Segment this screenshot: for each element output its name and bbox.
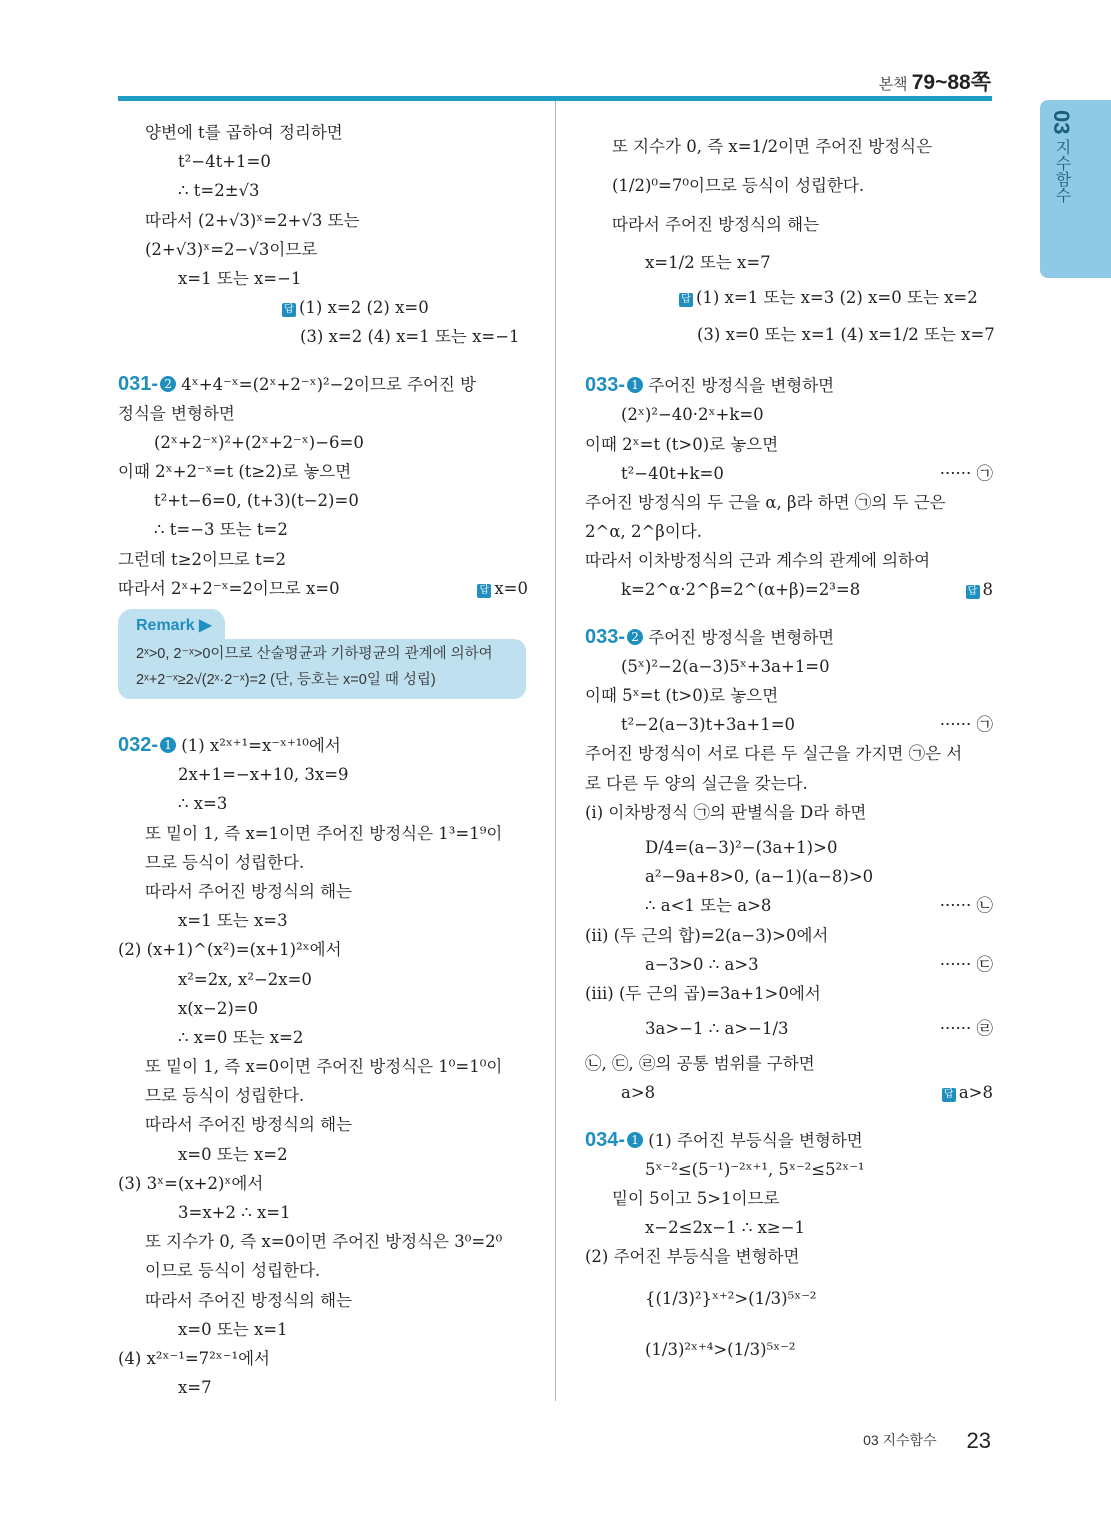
answer-icon: 답 (942, 1088, 956, 1102)
problem-031-heading (118, 370, 528, 399)
remark-content (118, 639, 526, 699)
equation-line (585, 459, 993, 488)
text-line: 따라서 이차방정식의 근과 계수의 관계에 의하여 (585, 551, 931, 571)
text-line (118, 574, 528, 603)
text-line: 따라서 주어진 방정식의 해는 (145, 1290, 353, 1310)
right-column (585, 118, 993, 1364)
equation-line (585, 575, 993, 604)
problem-number-badge: 1 (160, 737, 176, 753)
equation-line: 5ˣ⁻²≤(5⁻¹)⁻²ˣ⁺¹, 5ˣ⁻²≤5²ˣ⁻¹ (645, 1159, 865, 1179)
text-line: 또 밑이 1, 즉 x=0이면 주어진 방정식은 1⁰=1⁰이 (145, 1057, 503, 1077)
answer-text: (1) x=2 (2) x=0 (299, 298, 429, 318)
problem-number-badge: 2 (627, 629, 643, 645)
text-line: (2) (x+1)^(x²)=(x+1)²ˣ에서 (118, 940, 342, 960)
equation-line: (5ˣ)²−2(a−3)5ˣ+3a+1=0 (621, 656, 830, 676)
answer-mark (966, 575, 994, 604)
footer-chapter: 03 지수함수 (863, 1432, 937, 1448)
header-range: 79~88쪽 (911, 71, 991, 94)
equation-marker: ······ ㉢ (939, 954, 993, 974)
text-line: 따라서 (2+√3)ˣ=2+√3 또는 (145, 210, 360, 230)
equation-line: a²−9a+8>0, (a−1)(a−8)>0 (645, 867, 874, 887)
text-line: 또 지수가 0, 즉 x=0이면 주어진 방정식은 3⁰=2⁰ (145, 1232, 503, 1252)
chapter-title: 지수함수 (1053, 138, 1070, 203)
text-line: 양변에 t를 곱하여 정리하면 (145, 123, 343, 142)
answer-text: a>8 (958, 1083, 993, 1103)
remark-box (118, 609, 528, 699)
problem-032-heading (118, 731, 528, 760)
equation-line: 2x+1=−x+10, 3x=9 (178, 765, 349, 785)
equation-line: x−2≤2x−1 ∴ x≥−1 (645, 1218, 806, 1238)
chapter-side-tab-text (1048, 110, 1074, 203)
answer-mark (942, 1078, 993, 1107)
equation-marker: ······ ㉠ (939, 463, 993, 483)
column-divider (555, 101, 556, 1401)
equation-line: x²=2x, x²−2x=0 (178, 969, 312, 989)
header-prefix: 본책 (878, 76, 908, 93)
text-line: 이므로 등식이 성립한다. (145, 1261, 321, 1281)
text-line: (i) 이차방정식 ㉠의 판별식을 D라 하면 (585, 802, 867, 822)
problem-number-badge: 1 (627, 377, 643, 393)
equation-marker: ······ ㉠ (939, 715, 993, 735)
equation-text: k=2^α·2^β=2^(α+β)=2³=8 (621, 580, 861, 600)
spacer (585, 1108, 993, 1126)
problem-label: 033- (585, 374, 626, 397)
equation-line (585, 950, 993, 979)
problem-text: 주어진 방정식을 변형하면 (643, 627, 835, 647)
text-line: (3) 3ˣ=(x+2)ˣ에서 (118, 1173, 264, 1193)
equation-text: ∴ a<1 또는 a>8 (645, 896, 772, 916)
answer-text: x=0 (494, 578, 528, 598)
equation-line (585, 1014, 993, 1043)
answer-icon: 답 (966, 585, 980, 599)
text-line: 로 다른 두 양의 실근을 갖는다. (585, 773, 808, 793)
equation-line: x=7 (178, 1378, 212, 1398)
problem-label: 032- (118, 734, 159, 756)
problem-number-badge: 1 (627, 1132, 643, 1148)
problem-text: (1) 주어진 부등식을 변형하면 (643, 1130, 863, 1150)
equation-text: a>8 (621, 1083, 656, 1103)
problem-033-1-heading (585, 371, 993, 400)
text-line: (4) x²ˣ⁻¹=7²ˣ⁻¹에서 (118, 1348, 270, 1368)
text-line: (1/2)⁰=7⁰이므로 등식이 성립한다. (612, 176, 865, 196)
equation-line (585, 1078, 993, 1107)
text-line: 또 밑이 1, 즉 x=1이면 주어진 방정식은 1³=1⁹이 (145, 823, 503, 843)
text-line: 므로 등식이 성립한다. (145, 852, 305, 872)
equation-line: ∴ x=0 또는 x=2 (178, 1027, 304, 1047)
answer-text: 8 (982, 580, 993, 600)
answer-text: (1) x=1 또는 x=3 (2) x=0 또는 x=2 (696, 287, 978, 307)
text-line: 따라서 주어진 방정식의 해는 (145, 1115, 353, 1135)
equation-line: t²−4t+1=0 (178, 152, 271, 172)
equation-line: 3=x+2 ∴ x=1 (178, 1203, 291, 1222)
text-line: (2+√3)ˣ=2−√3이므로 (145, 239, 318, 259)
problem-text: 4ˣ+4⁻ˣ=(2ˣ+2⁻ˣ)²−2이므로 주어진 방 (176, 374, 477, 394)
answer-icon: 답 (477, 584, 491, 598)
left-column (118, 118, 528, 1402)
equation-line: x=1 또는 x=3 (178, 911, 288, 931)
remark-line: 2ˣ+2⁻ˣ≥2√(2ˣ·2⁻ˣ)=2 (단, 등호는 x=0일 때 성립) (136, 672, 436, 688)
spacer (585, 349, 993, 371)
text-line: 주어진 방정식이 서로 다른 두 실근을 가지면 ㉠은 서 (585, 744, 963, 764)
text-line: 주어진 방정식의 두 근을 α, β라 하면 ㉠의 두 근은 (585, 492, 946, 512)
equation-line: D/4=(a−3)²−(3a+1)>0 (645, 837, 838, 857)
equation-text: t²−40t+k=0 (621, 463, 724, 483)
equation-line: (1/3)²ˣ⁺⁴>(1/3)⁵ˣ⁻² (645, 1339, 796, 1359)
equation-line: x=0 또는 x=1 (178, 1319, 288, 1339)
equation-text: a−3>0 ∴ a>3 (645, 954, 759, 974)
answer-icon: 답 (679, 293, 693, 307)
page-number: 23 (966, 1428, 991, 1453)
equation-line: x=1/2 또는 x=7 (645, 252, 771, 272)
problem-label: 031- (118, 372, 159, 395)
problem-label: 034- (585, 1128, 626, 1151)
problem-033-2-heading (585, 623, 993, 652)
text-line: ㉡, ㉢, ㉣의 공통 범위를 구하면 (585, 1054, 815, 1074)
equation-marker: ······ ㉣ (939, 1019, 993, 1039)
equation-line: t²+t−6=0, (t+3)(t−2)=0 (154, 491, 359, 511)
equation-line: x(x−2)=0 (178, 998, 259, 1018)
answer-mark (477, 574, 528, 603)
equation-line: {(1/3)²}ˣ⁺²>(1/3)⁵ˣ⁻² (645, 1288, 817, 1308)
text-line: 이때 2ˣ=t (t>0)로 놓으면 (585, 434, 779, 454)
equation-line: ∴ t=−3 또는 t=2 (154, 520, 288, 540)
text-content: 따라서 2ˣ+2⁻ˣ=2이므로 x=0 (118, 578, 340, 598)
spacer (118, 352, 528, 370)
answer-line: (3) x=0 또는 x=1 (4) x=1/2 또는 x=7 (697, 324, 995, 344)
text-line: 이때 2ˣ+2⁻ˣ=t (t≥2)로 놓으면 (118, 462, 352, 482)
equation-line: ∴ t=2±√3 (178, 181, 260, 201)
problem-034-heading (585, 1126, 993, 1155)
answer-icon: 답 (282, 303, 296, 317)
chapter-number: 03 (1049, 110, 1074, 135)
problem-text: 주어진 방정식을 변형하면 (643, 376, 835, 396)
remark-tag: Remark ▶ (118, 609, 225, 642)
spacer (585, 605, 993, 623)
problem-label: 033- (585, 625, 626, 648)
equation-text: t²−2(a−3)t+3a+1=0 (621, 715, 796, 735)
equation-line: x=1 또는 x=−1 (178, 268, 302, 288)
page-header (879, 66, 991, 96)
text-line: 2^α, 2^β이다. (585, 522, 702, 542)
equation-line: (2ˣ+2⁻ˣ)²+(2ˣ+2⁻ˣ)−6=0 (154, 432, 364, 452)
equation-line: ∴ x=3 (178, 794, 228, 814)
text-line: 또 지수가 0, 즉 x=1/2이면 주어진 방정식은 (612, 137, 933, 156)
text-line: 따라서 주어진 방정식의 해는 (145, 881, 353, 901)
chapter-side-tab (1040, 100, 1111, 278)
equation-marker: ······ ㉡ (939, 896, 993, 916)
text-line: 므로 등식이 성립한다. (145, 1086, 305, 1106)
problem-number-badge: 2 (160, 376, 176, 392)
remark-line: 2ˣ>0, 2⁻ˣ>0이므로 산술평균과 기하평균의 관계에 의하여 (136, 646, 493, 662)
answer-line: (3) x=2 (4) x=1 또는 x=−1 (300, 327, 520, 347)
equation-line (585, 710, 993, 739)
equation-line (585, 891, 993, 920)
text-line: 따라서 주어진 방정식의 해는 (612, 215, 820, 235)
answer-line (585, 283, 993, 312)
text-line: 정식을 변형하면 (118, 403, 235, 423)
equation-text: 3a>−1 ∴ a>−1/3 (645, 1019, 789, 1039)
text-line: 밑이 5이고 5>1이므로 (612, 1189, 780, 1208)
equation-line: (2ˣ)²−40·2ˣ+k=0 (621, 405, 764, 425)
text-line: (iii) (두 근의 곱)=3a+1>0에서 (585, 983, 821, 1003)
text-line: (ii) (두 근의 합)=2(a−3)>0에서 (585, 925, 829, 945)
spacer (118, 713, 528, 731)
page-footer (863, 1428, 991, 1454)
text-line: (2) 주어진 부등식을 변형하면 (585, 1247, 800, 1267)
answer-line (118, 293, 528, 322)
problem-text: (1) x²ˣ⁺¹=x⁻ˣ⁺¹⁰에서 (176, 736, 341, 755)
text-line: 그런데 t≥2이므로 t=2 (118, 549, 287, 569)
equation-line: x=0 또는 x=2 (178, 1144, 288, 1164)
text-line: 이때 5ˣ=t (t>0)로 놓으면 (585, 686, 779, 705)
